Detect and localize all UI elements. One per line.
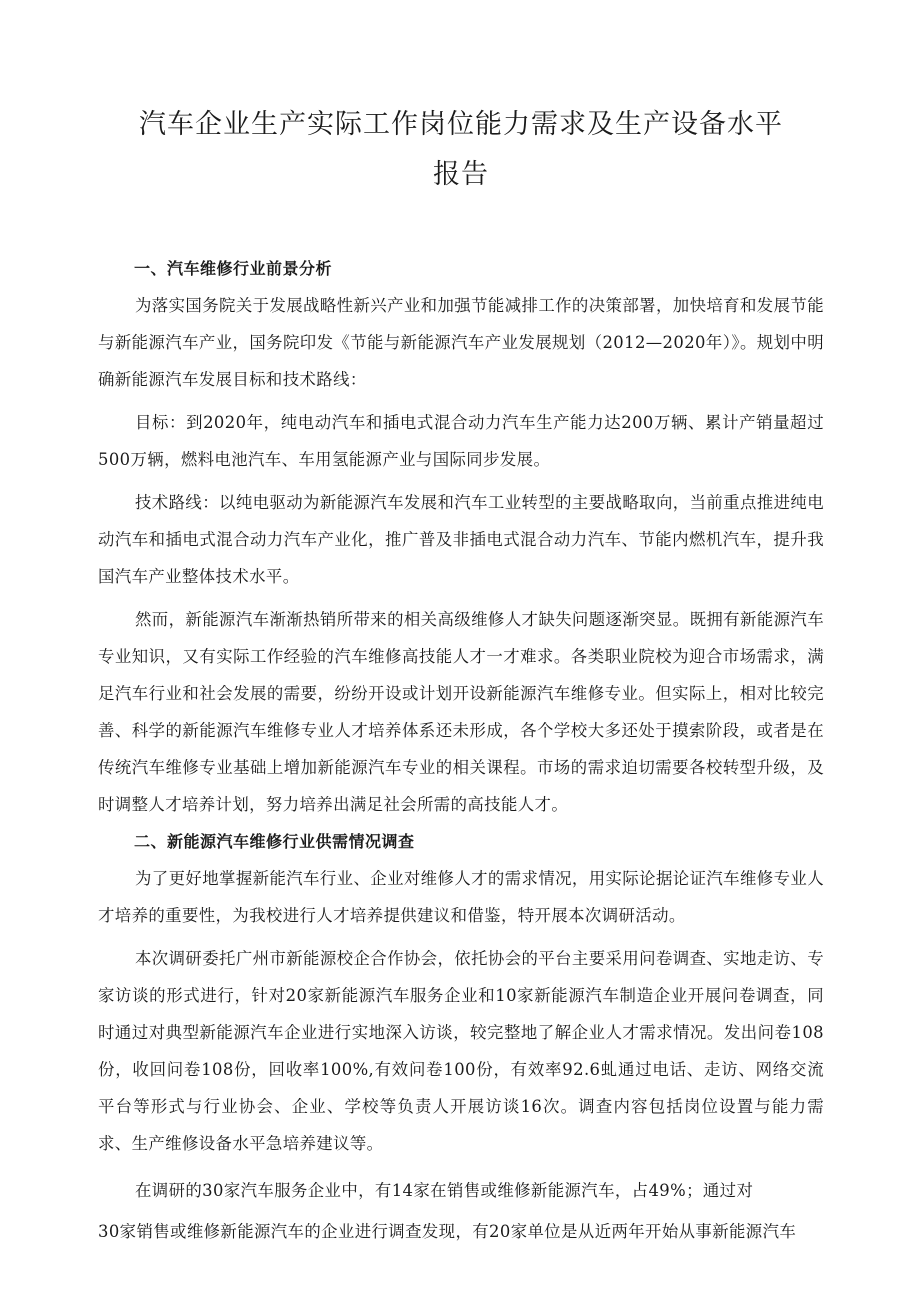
paragraph-1: 为落实国务院关于发展战略性新兴产业和加强节能减排工作的决策部署，加快培育和发展节能与新能源汽车产业，国务院印发《节能与新能源汽车产业发展规划（2012—2020年）》。规划中明确新能源汽车发展目标和技术路线： — [98, 296, 824, 389]
paragraph-4: 然而，新能源汽车渐渐热销所带来的相关高级维修人才缺失问题逐渐突显。既拥有新能源汽车专业知识，又有实际工作经验的汽车维修高技能人才一才难求。各类职业院校为迎合市场需求，满足汽车行业和社会发展的需要，纷纷开设或计划开设新能源汽车维修专业。但实际上，相对比较完善、科学的新能源汽车维修专业人才培养体系还未形成，各个学校大多还处于摸索阶段，或者是在传统汽车维修专业基础上增加新能源汽车专业的相关课程。市场的需求迫切需要各校转型升级，及时调整人才培养计划，努力培养出满足社会所需的高技能人才。 — [98, 610, 824, 814]
section-1-heading: 一、汽车维修行业前景分析 — [134, 259, 333, 278]
paragraph-7-line-2: 30家销售或维修新能源汽车的企业进行调查发现，有20家单位是从近两年开始从事新能源汽车 — [98, 1222, 797, 1241]
paragraph-6: 本次调研委托广州市新能源校企合作协会，依托协会的平台主要采用问卷调查、实地走访、专家访谈的形式进行，针对20家新能源汽车服务企业和10家新能源汽车制造企业开展问卷调查，同时通过对典型新能源汽车企业进行实地深入访谈，较完整地了解企业人才需求情况。发出问卷108份，收回问卷108份，回收率100%,有效问卷100份，有效率92.6虬通过电话、走访、网络交流平台等形式与行业协会、企业、学校等负责人开展访谈16次。调查内容包括岗位设置与能力需求、生产维修设备水平急培养建议等。 — [98, 949, 824, 1153]
paragraph-5: 为了更好地掌握新能汽车行业、企业对维修人才的需求情况，用实际论据论证汽车维修专业人才培养的重要性，为我校进行人才培养提供建议和借鉴，特开展本次调研活动。 — [98, 869, 824, 925]
title-line-1: 汽车企业生产实际工作岗位能力需求及生产设备水平 — [139, 109, 783, 140]
paragraph-7-line-1: 在调研的30家汽车服务企业中，有14家在销售或维修新能源汽车，占49%；通过对 — [135, 1181, 754, 1200]
title-line-2: 报告 — [433, 159, 489, 190]
paragraph-3: 技术路线：以纯电驱动为新能源汽车发展和汽车工业转型的主要战略取向，当前重点推进纯电动汽车和插电式混合动力汽车产业化，推广普及非插电式混合动力汽车、节能内燃机汽车，提升我国汽车产业整体技术水平。 — [98, 493, 824, 586]
document-title — [98, 100, 824, 200]
section-2-heading: 二、新能源汽车维修行业供需情况调查 — [134, 832, 415, 851]
document-body — [98, 250, 824, 1250]
paragraph-2: 目标：到2020年，纯电动汽车和插电式混合动力汽车生产能力达200万辆、累计产销量超过500万辆，燃料电池汽车、车用氢能源产业与国际同步发展。 — [98, 413, 824, 469]
